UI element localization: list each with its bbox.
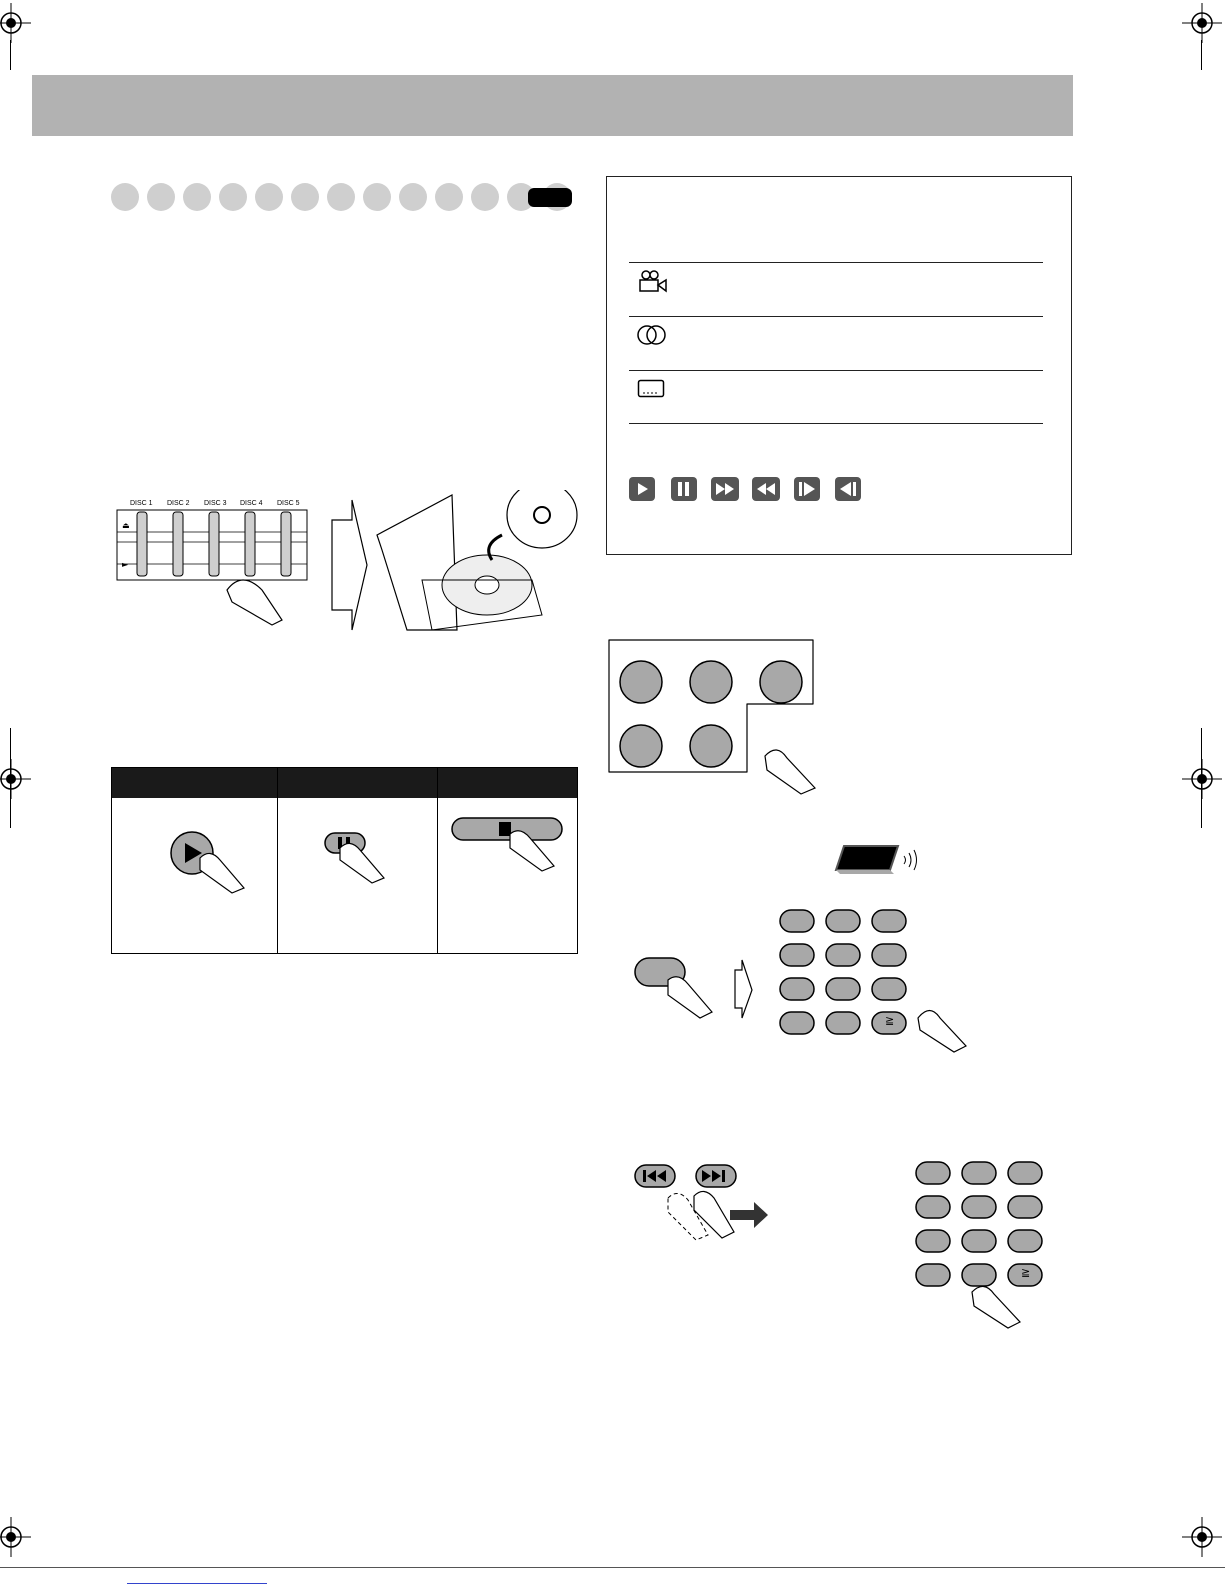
registration-mark-bottom-left xyxy=(0,1517,31,1557)
remote-control-icon xyxy=(832,838,932,878)
disc-selector-illustration xyxy=(112,490,582,640)
section-title-dots xyxy=(108,182,578,212)
shift-button-illustration xyxy=(630,950,760,1030)
play-small-icon: ► xyxy=(122,560,129,569)
numeric-keypad-2 xyxy=(914,1160,1064,1340)
section-badge xyxy=(528,188,572,207)
disc-labels xyxy=(130,500,320,510)
eject-icon: ⏏ xyxy=(122,521,130,530)
disc-label: DISC 5 xyxy=(277,500,300,507)
fast-reverse-icon xyxy=(752,477,780,501)
slow-reverse-icon xyxy=(835,477,861,501)
header-bar xyxy=(32,75,1073,136)
crop-line xyxy=(10,728,11,828)
footer-link-underline xyxy=(127,1583,267,1584)
skip-buttons-illustration xyxy=(630,1160,780,1245)
pause-icon xyxy=(671,477,697,501)
pause-button xyxy=(325,833,384,883)
slow-forward-icon xyxy=(794,477,820,501)
tip-box xyxy=(606,176,1072,555)
registration-mark-top-right xyxy=(1182,3,1222,43)
table-header xyxy=(112,768,577,798)
playback-control-table xyxy=(111,767,578,954)
keypad-special-key-label: ≧ xyxy=(885,1014,895,1027)
crop-line xyxy=(1201,728,1202,828)
disc-label: DISC 2 xyxy=(167,500,190,507)
crop-line xyxy=(1201,40,1202,70)
play-button xyxy=(171,832,244,893)
playback-status-icons xyxy=(627,475,887,505)
registration-mark-top-left xyxy=(0,3,31,43)
disc-label: DISC 1 xyxy=(130,500,153,507)
keypad-special-key-label: ≧ xyxy=(1021,1266,1031,1279)
divider xyxy=(629,423,1043,424)
audio-language-icon xyxy=(636,324,672,346)
multi-button-panel xyxy=(605,638,825,798)
registration-mark-mid-left xyxy=(0,759,31,799)
stop-button xyxy=(452,818,562,871)
numeric-keypad-1 xyxy=(778,908,978,1058)
divider xyxy=(629,262,1043,263)
disc-label: DISC 3 xyxy=(204,500,227,507)
crop-line xyxy=(10,40,11,70)
camera-angle-icon xyxy=(637,269,669,295)
subtitle-icon xyxy=(637,379,667,399)
fast-forward-icon xyxy=(711,477,739,501)
play-icon xyxy=(629,477,655,501)
skip-back-button xyxy=(635,1165,675,1187)
registration-mark-bottom-right xyxy=(1182,1517,1222,1557)
divider xyxy=(629,316,1043,317)
skip-forward-button xyxy=(696,1165,736,1187)
registration-mark-mid-right xyxy=(1182,759,1222,799)
divider xyxy=(629,370,1043,371)
disc-label: DISC 4 xyxy=(240,500,263,507)
footer-rule xyxy=(0,1567,1225,1568)
